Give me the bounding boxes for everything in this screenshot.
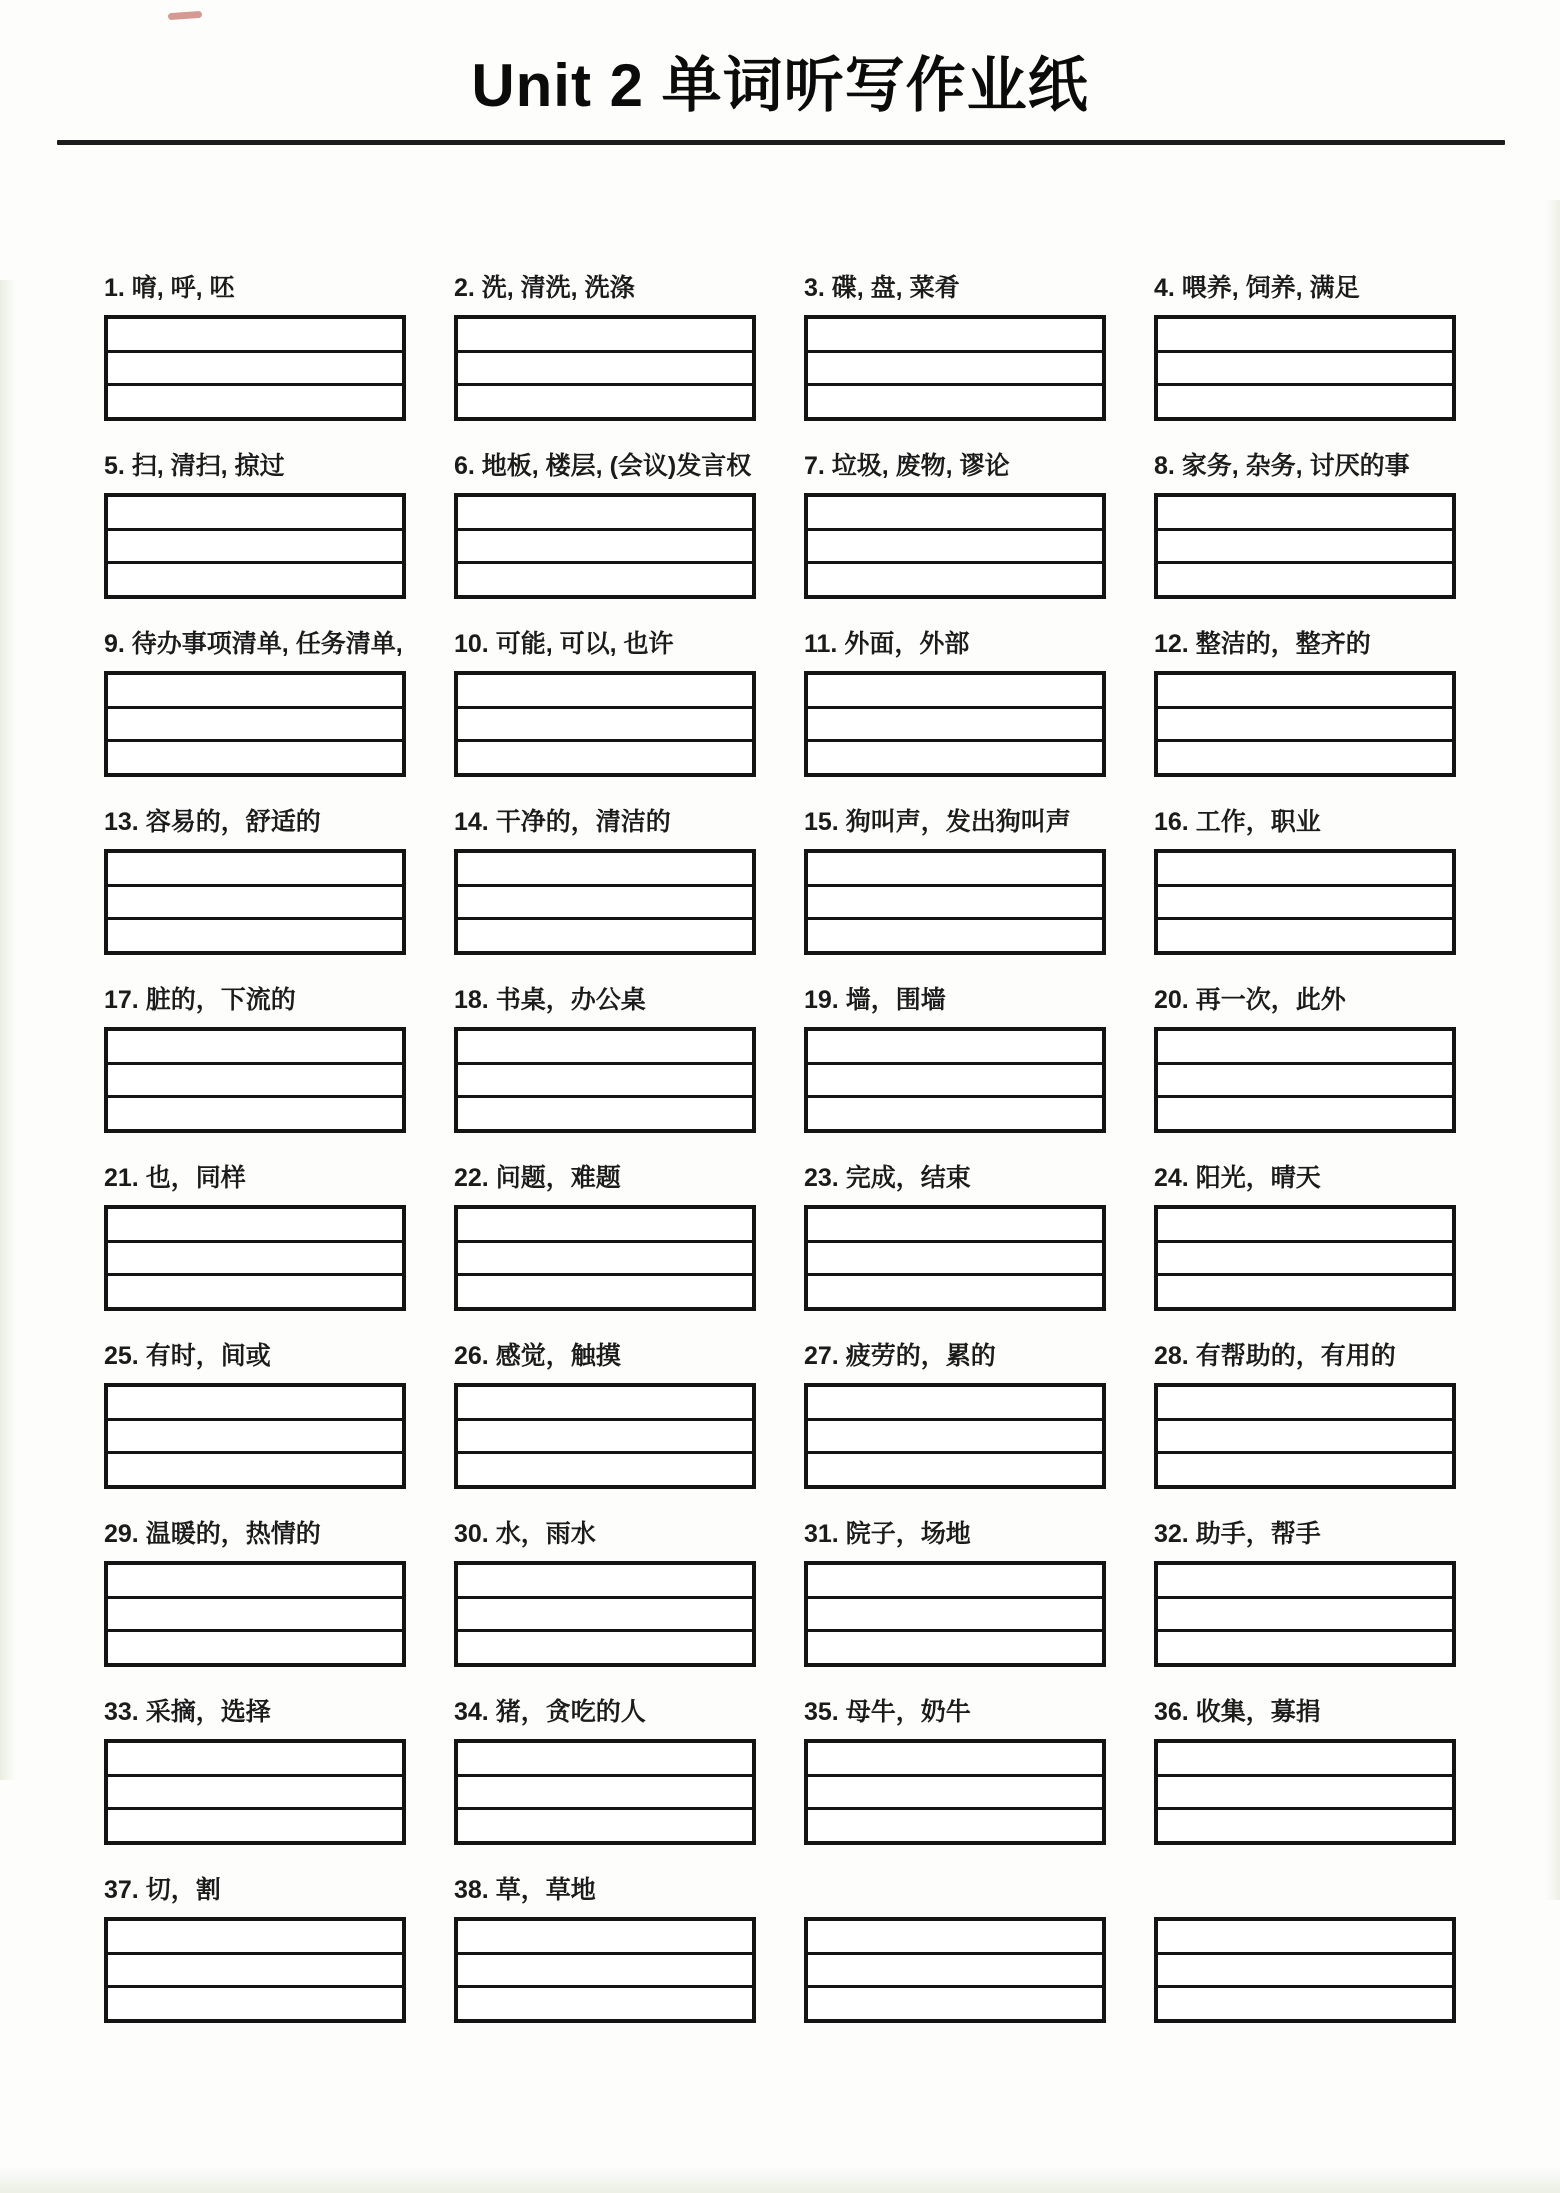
answer-line bbox=[458, 1743, 752, 1774]
word-item-label: 33. 采摘，选择 bbox=[104, 1698, 271, 1726]
answer-line bbox=[808, 1921, 1102, 1952]
answer-line bbox=[808, 1031, 1102, 1062]
answer-box bbox=[1154, 671, 1456, 777]
answer-line bbox=[458, 1387, 752, 1418]
answer-line bbox=[808, 1418, 1102, 1452]
answer-box bbox=[804, 1383, 1106, 1489]
word-cell bbox=[104, 1875, 406, 2023]
word-item-label: 22. 问题，难题 bbox=[454, 1164, 621, 1192]
word-item-label: 5. 扫, 清扫, 掠过 bbox=[104, 452, 285, 480]
word-cell bbox=[804, 1341, 1106, 1489]
answer-line bbox=[808, 497, 1102, 528]
answer-line bbox=[458, 1985, 752, 2019]
answer-line bbox=[458, 1418, 752, 1452]
answer-box bbox=[104, 1561, 406, 1667]
word-cell bbox=[454, 1519, 756, 1667]
word-item-label: 4. 喂养, 饲养, 满足 bbox=[1154, 274, 1360, 302]
answer-line bbox=[108, 917, 402, 951]
word-item-label: 3. 碟, 盘, 菜肴 bbox=[804, 274, 960, 302]
word-item-label: 25. 有时，间或 bbox=[104, 1342, 271, 1370]
answer-line bbox=[108, 1240, 402, 1274]
word-item-label: 32. 助手，帮手 bbox=[1154, 1520, 1321, 1548]
answer-line bbox=[458, 1921, 752, 1952]
answer-line bbox=[808, 1807, 1102, 1841]
answer-line bbox=[1158, 528, 1452, 562]
word-item-label: 21. 也，同样 bbox=[104, 1164, 246, 1192]
answer-box bbox=[1154, 1917, 1456, 2023]
word-item-label: 1. 唷, 呼, 呸 bbox=[104, 274, 235, 302]
word-item-label: 20. 再一次，此外 bbox=[1154, 986, 1346, 1014]
answer-line bbox=[108, 1062, 402, 1096]
word-cell bbox=[454, 273, 756, 421]
answer-line bbox=[808, 853, 1102, 884]
scan-artifact-bottom-smudge bbox=[0, 2167, 1560, 2193]
answer-line bbox=[108, 528, 402, 562]
answer-line bbox=[458, 1952, 752, 1986]
answer-box bbox=[454, 1205, 756, 1311]
answer-line bbox=[108, 1807, 402, 1841]
answer-line bbox=[1158, 853, 1452, 884]
answer-line bbox=[1158, 1743, 1452, 1774]
answer-box bbox=[804, 1917, 1106, 2023]
answer-line bbox=[108, 383, 402, 417]
answer-box bbox=[104, 493, 406, 599]
word-item-label: 19. 墙，围墙 bbox=[804, 986, 946, 1014]
scan-artifact-right-smudge bbox=[1546, 200, 1560, 1900]
worksheet-grid bbox=[104, 273, 1456, 2023]
answer-line bbox=[108, 1031, 402, 1062]
answer-line bbox=[1158, 1629, 1452, 1663]
answer-line bbox=[1158, 1062, 1452, 1096]
answer-line bbox=[808, 1565, 1102, 1596]
answer-box bbox=[1154, 849, 1456, 955]
answer-line bbox=[808, 1451, 1102, 1485]
answer-line bbox=[458, 1565, 752, 1596]
answer-line bbox=[1158, 739, 1452, 773]
answer-box bbox=[104, 1739, 406, 1845]
header bbox=[0, 0, 1560, 145]
answer-box bbox=[454, 1383, 756, 1489]
answer-box bbox=[454, 1027, 756, 1133]
answer-box bbox=[104, 1027, 406, 1133]
answer-line bbox=[1158, 1952, 1452, 1986]
word-item-label: 26. 感觉，触摸 bbox=[454, 1342, 621, 1370]
answer-box bbox=[1154, 1205, 1456, 1311]
word-item-label: 6. 地板, 楼层, (会议)发言权 bbox=[454, 452, 752, 480]
word-cell bbox=[104, 807, 406, 955]
answer-line bbox=[458, 1774, 752, 1808]
word-cell bbox=[104, 1519, 406, 1667]
word-cell bbox=[104, 1163, 406, 1311]
answer-box bbox=[804, 1739, 1106, 1845]
page-title: Unit 2 单词听写作业纸 bbox=[471, 52, 1089, 119]
answer-line bbox=[108, 561, 402, 595]
answer-box bbox=[804, 1027, 1106, 1133]
word-cell bbox=[1154, 273, 1456, 421]
word-cell bbox=[104, 985, 406, 1133]
word-cell bbox=[104, 1697, 406, 1845]
answer-line bbox=[108, 1629, 402, 1663]
word-item-label: 11. 外面，外部 bbox=[804, 630, 970, 658]
word-item-label: 36. 收集，募捐 bbox=[1154, 1698, 1321, 1726]
answer-line bbox=[108, 1952, 402, 1986]
answer-line bbox=[808, 1240, 1102, 1274]
answer-line bbox=[808, 917, 1102, 951]
answer-box bbox=[804, 671, 1106, 777]
answer-line bbox=[458, 1209, 752, 1240]
word-cell bbox=[804, 807, 1106, 955]
answer-line bbox=[458, 1807, 752, 1841]
answer-line bbox=[458, 917, 752, 951]
word-item-label: 16. 工作，职业 bbox=[1154, 808, 1321, 836]
word-item-label: 27. 疲劳的，累的 bbox=[804, 1342, 996, 1370]
answer-line bbox=[458, 350, 752, 384]
answer-line bbox=[108, 675, 402, 706]
word-item-label: 30. 水，雨水 bbox=[454, 1520, 596, 1548]
answer-line bbox=[108, 1596, 402, 1630]
answer-line bbox=[108, 853, 402, 884]
answer-line bbox=[108, 706, 402, 740]
answer-line bbox=[1158, 1273, 1452, 1307]
answer-line bbox=[1158, 1565, 1452, 1596]
word-cell bbox=[1154, 1163, 1456, 1311]
answer-line bbox=[808, 1596, 1102, 1630]
answer-box bbox=[804, 1561, 1106, 1667]
word-cell bbox=[1154, 1341, 1456, 1489]
word-cell bbox=[1154, 1519, 1456, 1667]
word-cell bbox=[1154, 451, 1456, 599]
answer-line bbox=[1158, 1807, 1452, 1841]
word-cell bbox=[1154, 1875, 1456, 2023]
word-item-label: 24. 阳光，晴天 bbox=[1154, 1164, 1321, 1192]
answer-line bbox=[808, 319, 1102, 350]
answer-box bbox=[804, 315, 1106, 421]
answer-box bbox=[804, 849, 1106, 955]
word-cell bbox=[804, 451, 1106, 599]
word-cell bbox=[804, 1875, 1106, 2023]
word-item-label: 28. 有帮助的，有用的 bbox=[1154, 1342, 1396, 1370]
answer-line bbox=[808, 1062, 1102, 1096]
word-item-label: 31. 院子，场地 bbox=[804, 1520, 971, 1548]
answer-box bbox=[804, 1205, 1106, 1311]
answer-box bbox=[104, 315, 406, 421]
answer-line bbox=[808, 561, 1102, 595]
answer-line bbox=[458, 1240, 752, 1274]
scan-artifact-left-smudge bbox=[0, 280, 16, 1780]
answer-box bbox=[454, 849, 756, 955]
word-cell bbox=[104, 1341, 406, 1489]
answer-line bbox=[1158, 383, 1452, 417]
answer-line bbox=[1158, 1031, 1452, 1062]
answer-line bbox=[808, 706, 1102, 740]
word-cell bbox=[454, 807, 756, 955]
answer-line bbox=[108, 350, 402, 384]
answer-line bbox=[1158, 675, 1452, 706]
answer-line bbox=[1158, 1451, 1452, 1485]
answer-line bbox=[108, 1095, 402, 1129]
answer-line bbox=[1158, 1985, 1452, 2019]
answer-line bbox=[458, 319, 752, 350]
word-item-label: 37. 切，割 bbox=[104, 1876, 221, 1904]
answer-line bbox=[458, 528, 752, 562]
answer-line bbox=[108, 1273, 402, 1307]
word-cell bbox=[454, 985, 756, 1133]
answer-box bbox=[104, 849, 406, 955]
answer-line bbox=[808, 350, 1102, 384]
answer-box bbox=[454, 315, 756, 421]
answer-line bbox=[108, 1209, 402, 1240]
word-cell bbox=[454, 629, 756, 777]
word-cell bbox=[1154, 629, 1456, 777]
answer-line bbox=[458, 675, 752, 706]
word-cell bbox=[1154, 1697, 1456, 1845]
word-item-label: 9. 待办事项清单, 任务清单, bbox=[104, 630, 403, 658]
word-item-label: 8. 家务, 杂务, 讨厌的事 bbox=[1154, 452, 1410, 480]
word-cell bbox=[804, 1163, 1106, 1311]
answer-line bbox=[808, 884, 1102, 918]
word-item-label: 34. 猪，贪吃的人 bbox=[454, 1698, 646, 1726]
answer-line bbox=[1158, 497, 1452, 528]
word-cell bbox=[804, 1519, 1106, 1667]
word-item-label: 35. 母牛，奶牛 bbox=[804, 1698, 971, 1726]
word-cell bbox=[1154, 985, 1456, 1133]
answer-line bbox=[108, 884, 402, 918]
answer-line bbox=[108, 1387, 402, 1418]
answer-line bbox=[458, 739, 752, 773]
word-item-label: 29. 温暖的，热情的 bbox=[104, 1520, 321, 1548]
answer-line bbox=[108, 1774, 402, 1808]
answer-box bbox=[804, 493, 1106, 599]
answer-line bbox=[1158, 1596, 1452, 1630]
word-cell bbox=[804, 985, 1106, 1133]
answer-line bbox=[108, 1451, 402, 1485]
answer-line bbox=[458, 1095, 752, 1129]
word-item-label bbox=[1154, 1875, 1456, 1905]
answer-box bbox=[1154, 315, 1456, 421]
word-item-label: 10. 可能, 可以, 也许 bbox=[454, 630, 674, 658]
answer-line bbox=[458, 497, 752, 528]
word-item-label: 2. 洗, 清洗, 洗涤 bbox=[454, 274, 635, 302]
answer-box bbox=[454, 1561, 756, 1667]
answer-line bbox=[808, 1387, 1102, 1418]
answer-box bbox=[454, 493, 756, 599]
answer-box bbox=[1154, 1561, 1456, 1667]
word-item-label: 23. 完成，结束 bbox=[804, 1164, 971, 1192]
title-divider bbox=[57, 140, 1505, 145]
answer-line bbox=[458, 706, 752, 740]
word-cell bbox=[1154, 807, 1456, 955]
word-cell bbox=[804, 1697, 1106, 1845]
answer-line bbox=[458, 1596, 752, 1630]
answer-line bbox=[1158, 1774, 1452, 1808]
answer-box bbox=[1154, 493, 1456, 599]
word-cell bbox=[454, 451, 756, 599]
answer-line bbox=[808, 1743, 1102, 1774]
answer-line bbox=[458, 853, 752, 884]
answer-line bbox=[1158, 884, 1452, 918]
answer-line bbox=[108, 1985, 402, 2019]
answer-line bbox=[808, 1985, 1102, 2019]
answer-box bbox=[1154, 1027, 1456, 1133]
answer-line bbox=[1158, 350, 1452, 384]
answer-box bbox=[104, 671, 406, 777]
answer-line bbox=[808, 1273, 1102, 1307]
word-item-label: 38. 草，草地 bbox=[454, 1876, 596, 1904]
word-cell bbox=[104, 451, 406, 599]
word-cell bbox=[454, 1875, 756, 2023]
answer-line bbox=[458, 1273, 752, 1307]
answer-box bbox=[104, 1383, 406, 1489]
answer-line bbox=[808, 1952, 1102, 1986]
answer-line bbox=[458, 1062, 752, 1096]
answer-line bbox=[108, 1743, 402, 1774]
answer-line bbox=[1158, 706, 1452, 740]
answer-line bbox=[1158, 1418, 1452, 1452]
answer-line bbox=[458, 383, 752, 417]
answer-line bbox=[458, 561, 752, 595]
answer-line bbox=[108, 1565, 402, 1596]
word-item-label: 14. 干净的，清洁的 bbox=[454, 808, 671, 836]
answer-line bbox=[808, 1629, 1102, 1663]
answer-box bbox=[454, 1917, 756, 2023]
answer-line bbox=[108, 319, 402, 350]
answer-box bbox=[1154, 1383, 1456, 1489]
word-item-label bbox=[804, 1875, 1106, 1905]
answer-line bbox=[1158, 1387, 1452, 1418]
answer-line bbox=[108, 1921, 402, 1952]
word-cell bbox=[804, 629, 1106, 777]
answer-line bbox=[1158, 1240, 1452, 1274]
answer-line bbox=[458, 1031, 752, 1062]
answer-box bbox=[1154, 1739, 1456, 1845]
answer-line bbox=[808, 383, 1102, 417]
answer-line bbox=[808, 1774, 1102, 1808]
answer-line bbox=[1158, 561, 1452, 595]
answer-line bbox=[1158, 917, 1452, 951]
answer-line bbox=[458, 884, 752, 918]
answer-line bbox=[458, 1629, 752, 1663]
word-item-label: 17. 脏的，下流的 bbox=[104, 986, 296, 1014]
answer-box bbox=[104, 1205, 406, 1311]
word-item-label: 15. 狗叫声，发出狗叫声 bbox=[804, 808, 1071, 836]
answer-line bbox=[808, 1095, 1102, 1129]
answer-line bbox=[108, 1418, 402, 1452]
answer-line bbox=[1158, 1095, 1452, 1129]
word-item-label: 12. 整洁的，整齐的 bbox=[1154, 630, 1371, 658]
word-item-label: 18. 书桌，办公桌 bbox=[454, 986, 646, 1014]
answer-box bbox=[454, 671, 756, 777]
answer-line bbox=[108, 497, 402, 528]
answer-line bbox=[808, 528, 1102, 562]
answer-line bbox=[1158, 1921, 1452, 1952]
word-cell bbox=[804, 273, 1106, 421]
word-cell bbox=[104, 273, 406, 421]
answer-line bbox=[808, 739, 1102, 773]
answer-line bbox=[808, 1209, 1102, 1240]
answer-line bbox=[458, 1451, 752, 1485]
answer-line bbox=[1158, 319, 1452, 350]
answer-line bbox=[1158, 1209, 1452, 1240]
answer-box bbox=[454, 1739, 756, 1845]
word-item-label: 7. 垃圾, 废物, 谬论 bbox=[804, 452, 1010, 480]
word-cell bbox=[454, 1697, 756, 1845]
answer-box bbox=[104, 1917, 406, 2023]
answer-line bbox=[108, 739, 402, 773]
word-cell bbox=[454, 1163, 756, 1311]
word-cell bbox=[454, 1341, 756, 1489]
answer-line bbox=[808, 675, 1102, 706]
word-item-label: 13. 容易的，舒适的 bbox=[104, 808, 321, 836]
word-cell bbox=[104, 629, 406, 777]
